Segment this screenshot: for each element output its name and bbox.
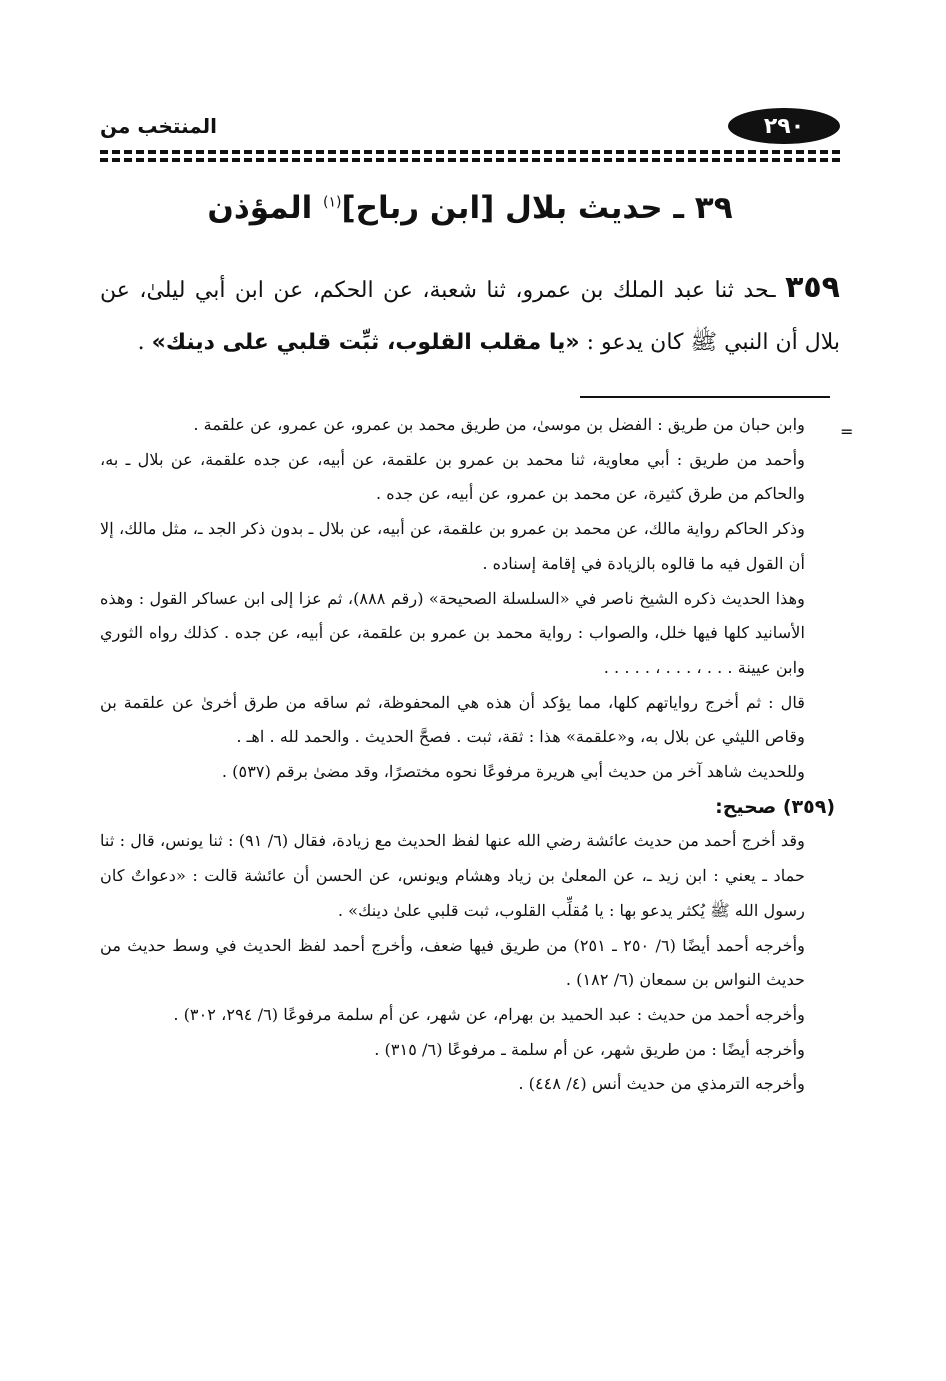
chapter-title bbox=[100, 190, 840, 226]
hadith-end: . bbox=[137, 330, 145, 355]
sahih-paragraph: وأخرجه أحمد أيضًا (٦/ ٢٥٠ ـ ٢٥١) من طريق فيها ضعف، وأخرج أحمد لفظ الحديث في وسط حديث من حديث النواس بن سمعان (٦/ ١٨٢) . bbox=[100, 935, 805, 990]
footnotes bbox=[100, 408, 835, 1102]
hadith-text bbox=[100, 262, 840, 369]
footnote-reference: (١) bbox=[323, 194, 342, 211]
running-title: المنتخب من bbox=[100, 114, 218, 138]
sahih-paragraph: وقد أخرج أحمد من حديث عائشة رضي الله عنها لفظ الحديث مع زيادة، فقال (٦/ ٩١) : ثنا يونس، قال : ثنا حماد ـ يعني : ابن زيد ـ، عن المعلىٰ بن زياد وهشام ويونس، عن الحسن أن عائشة قالت : «دعواتٌ كان رسول الله ﷺ يُكثر يدعو بها : يا مُقلِّب القلوب، ثبت قلبي علىٰ دينك» . bbox=[100, 831, 805, 920]
hadith-quote: «يا مقلب القلوب، ثبِّت قلبي على دينك» bbox=[151, 330, 580, 355]
chapter-title-text: ٣٩ ـ حديث بلال [ابن رباح] bbox=[341, 190, 733, 226]
hadith-chain: ـحد ثنا عبد الملك بن عمرو، ثنا شعبة، عن الحكم، عن ابن أبي ليلىٰ، عن بلال أن النبي ﷺ كان يدعو : bbox=[100, 278, 840, 355]
page-header bbox=[100, 100, 840, 150]
footnote-paragraph: وهذا الحديث ذكره الشيخ ناصر في «السلسلة الصحيحة» (رقم ٨٨٨)، ثم عزا إلى ابن عساكر القول : وهذه الأسانيد كلها فيها خلل، والصواب : رواية محمد بن عمرو بن علقمة، عن أبيه، عن جده . كذلك رواه الثوري وابن عيينة . . . ، . . . ، . . . . . bbox=[100, 588, 805, 677]
continuation-marker: = bbox=[840, 422, 854, 441]
footnote-paragraph: وللحديث شاهد آخر من حديث أبي هريرة مرفوعًا نحوه مختصرًا، وقد مضىٰ برقم (٥٣٧) . bbox=[221, 762, 805, 782]
sahih-paragraph: وأخرجه أيضًا : من طريق شهر، عن أم سلمة ـ مرفوعًا (٦/ ٣١٥) . bbox=[374, 1039, 805, 1059]
footnote-paragraph: وأحمد من طريق : أبي معاوية، ثنا محمد بن عمرو بن علقمة، عن أبيه، عن جده علقمة، عن بلال ـ به، والحاكم من طرق كثيرة، عن محمد بن عمرو، عن أبيه، عن جده . bbox=[100, 449, 805, 504]
footnote-paragraph: قال : ثم أخرج رواياتهم كلها، مما يؤكد أن هذه هي المحفوظة، ثم ساقه من طرق أخرىٰ عن علقمة بن وقاص الليثي عن بلال به، و«علقمة» هذا : ثقة، ثبت . فصحَّ الحديث . والحمد لله . اهـ . bbox=[100, 692, 805, 747]
hadith-number: ٣٥٩ bbox=[785, 270, 840, 305]
sahih-heading: (٣٥٩) صحيح: bbox=[715, 795, 835, 818]
header-divider bbox=[100, 150, 840, 154]
footnote-paragraph: وذكر الحاكم رواية مالك، عن محمد بن عمرو بن علقمة، عن أبيه، عن بلال ـ بدون ذكر الجد ـ، مثل مالك، إلا أن القول فيه ما قالوه بالزيادة في إقامة إسناده . bbox=[100, 519, 805, 573]
sahih-paragraph: وأخرجه أحمد من حديث : عبد الحميد بن بهرام، عن شهر، عن أم سلمة مرفوعًا (٦/ ٢٩٤، ٣٠٢) . bbox=[173, 1004, 805, 1024]
page-number-badge: ٢٩٠ bbox=[728, 108, 840, 144]
header-divider-lower bbox=[100, 158, 840, 162]
chapter-title-end: المؤذن bbox=[207, 190, 313, 226]
footnote-separator bbox=[580, 396, 830, 398]
sahih-paragraph: وأخرجه الترمذي من حديث أنس (٤/ ٤٤٨) . bbox=[518, 1074, 805, 1094]
footnote-paragraph: وابن حبان من طريق : الفضل بن موسىٰ، من طريق محمد بن عمرو، عن عمرو، عن علقمة . bbox=[193, 415, 805, 434]
